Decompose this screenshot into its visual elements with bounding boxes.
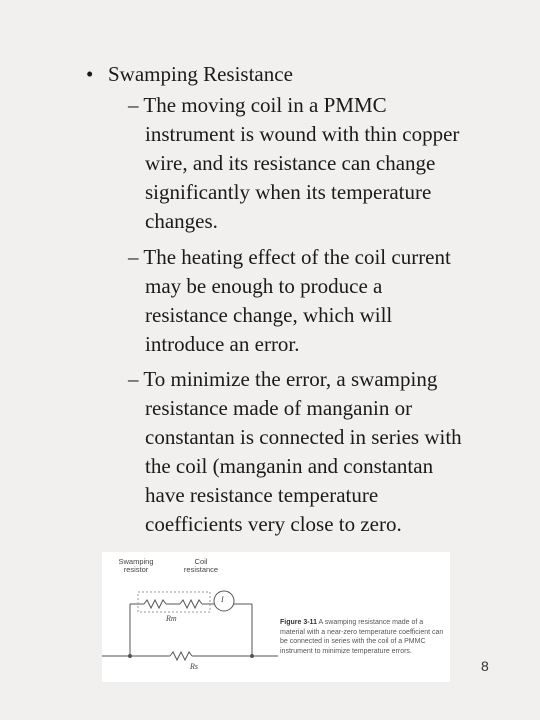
rs-symbol: Rs <box>190 662 198 671</box>
text-line: the coil (manganin and constantan <box>145 454 434 478</box>
text-line: have resistance temperature <box>145 483 379 507</box>
meter-symbol <box>214 591 234 611</box>
text-line: To minimize the error, a swamping <box>143 367 438 391</box>
text-line: The moving coil in a PMMC <box>143 93 387 117</box>
swamping-resistor-symbol <box>144 600 166 608</box>
text-line: constantan is connected in series with <box>145 425 462 449</box>
text-line: introduce an error. <box>145 332 300 356</box>
figure-caption <box>280 618 446 656</box>
sub-bullet-line <box>128 91 528 120</box>
swamping-resistor-label: Swamping resistor <box>118 557 154 574</box>
coil-resistance-label: Coil resistance <box>183 557 219 574</box>
circuit-figure <box>102 552 450 682</box>
rm-symbol: Rm <box>166 614 177 623</box>
text-line: instrument is wound with thin copper <box>145 122 460 146</box>
text-line: may be enough to produce a <box>145 274 383 298</box>
text-line: The heating effect of the coil current <box>143 245 451 269</box>
dash-marker: – <box>128 245 139 269</box>
coil-resistor-symbol <box>180 600 202 608</box>
main-bullet <box>86 60 293 88</box>
text-line: significantly when its temperature <box>145 180 432 204</box>
dash-marker: – <box>128 93 139 117</box>
text-line: wire, and its resistance can change <box>145 151 436 175</box>
text-line: resistance change, which will <box>145 303 393 327</box>
sub-bullet-line <box>128 365 528 394</box>
text-line: resistance made of manganin or <box>145 396 413 420</box>
page-number: 8 <box>481 658 489 674</box>
text-line: changes. <box>145 209 218 233</box>
dash-marker: – <box>128 367 139 391</box>
sub-bullet-2 <box>128 243 528 359</box>
text-line: coefficients very close to zero. <box>145 512 402 536</box>
figure-number: Figure 3-11 <box>280 619 317 626</box>
sub-bullet-3 <box>128 365 528 539</box>
sub-bullet-1 <box>128 91 528 236</box>
bullet-dot: • <box>86 62 94 86</box>
meter-letter: I <box>221 595 224 604</box>
figure-caption-text: A swamping resistance made of a material with a near-zero temperature coefficient can be connected in series with the coil of a PMMC instrument to minimize temperature errors. <box>280 619 444 655</box>
shunt-resistor-symbol <box>170 652 192 660</box>
sub-bullet-line <box>128 243 528 272</box>
slide-heading: Swamping Resistance <box>108 62 293 86</box>
